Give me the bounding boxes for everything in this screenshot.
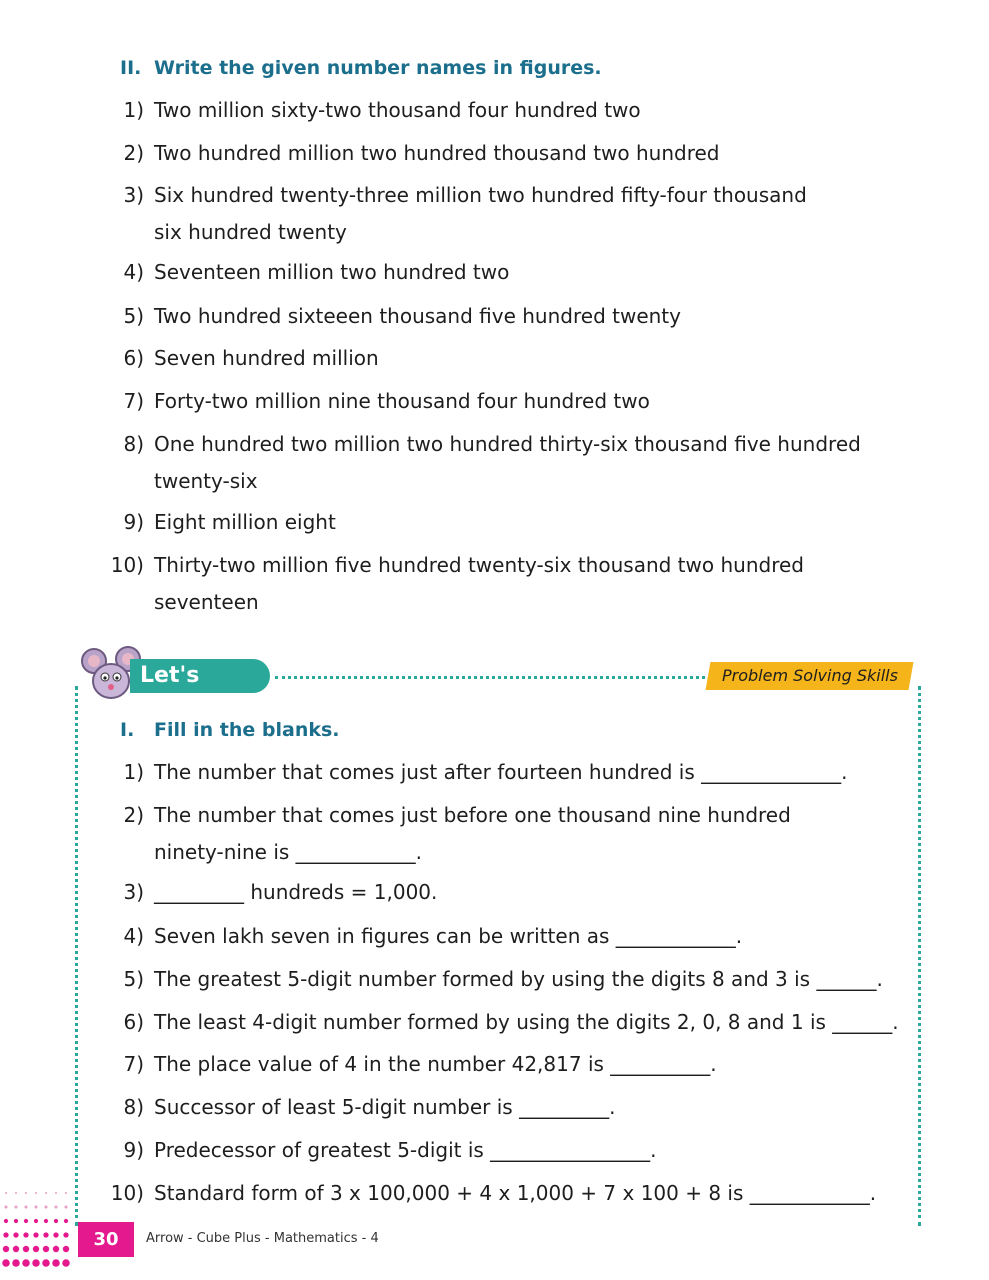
question-text: Two hundred million two hundred thousand two hundred	[154, 141, 720, 165]
decorative-dot	[3, 1232, 8, 1237]
question-text: Thirty-two million five hundred twenty-six thousand two hundred	[154, 553, 804, 577]
decorative-dot	[62, 1259, 70, 1267]
question-text: Seventeen million two hundred two	[154, 260, 510, 284]
decorative-dot	[4, 1205, 7, 1208]
question-text: Predecessor of greatest 5-digit is ________________.	[154, 1138, 657, 1162]
decorative-dot	[13, 1232, 18, 1237]
question-text: Standard form of 3 x 100,000 + 4 x 1,000 + 7 x 100 + 8 is ____________.	[154, 1181, 877, 1205]
section-i-number: I.	[120, 719, 135, 741]
decorative-dot	[14, 1205, 17, 1208]
lets-solve-title: Let's Solve	[140, 663, 208, 722]
decorative-dot	[23, 1246, 29, 1252]
question-number: 3)	[123, 183, 144, 207]
question-number: 5)	[123, 304, 144, 328]
decorative-dot	[43, 1232, 48, 1237]
problem-solving-tag-text: Problem Solving Skills	[721, 666, 898, 685]
decorative-dot	[64, 1219, 68, 1223]
question-text: _________ hundreds = 1,000.	[154, 880, 438, 904]
decorative-dot	[44, 1219, 48, 1223]
page-number: 30	[78, 1222, 134, 1257]
question-text: Two million sixty-two thousand four hundred two	[154, 98, 641, 122]
decorative-dot	[22, 1259, 30, 1267]
question-text: Two hundred sixteeen thousand five hundred twenty	[154, 304, 681, 328]
decorative-dot	[52, 1259, 60, 1267]
question-text: six hundred twenty	[154, 220, 347, 244]
decorative-dot	[4, 1219, 8, 1223]
question-text: One hundred two million two hundred thirty-six thousand five hundred	[154, 432, 861, 456]
question-number: 3)	[123, 880, 144, 904]
decorative-dot	[33, 1232, 38, 1237]
question-text: Seven lakh seven in figures can be written as ____________.	[154, 924, 743, 948]
section-ii-heading-text: Write the given number names in figures.	[154, 57, 602, 79]
decorative-dot	[3, 1246, 9, 1252]
question-number: 10)	[110, 553, 144, 577]
decorative-dot	[13, 1246, 19, 1252]
section-ii-heading	[120, 57, 602, 79]
question-number: 9)	[123, 510, 144, 534]
question-number: 8)	[123, 432, 144, 456]
question-text: Forty-two million nine thousand four hundred two	[154, 389, 650, 413]
decorative-dot	[5, 1192, 7, 1194]
decorative-dot	[14, 1219, 18, 1223]
section-i-heading-text: Fill in the blanks.	[154, 719, 340, 741]
question-text: Six hundred twenty-three million two hundred fifty-four thousand	[154, 183, 807, 207]
question-text: twenty-six	[154, 469, 258, 493]
section-i-heading	[120, 719, 340, 741]
decorative-dot	[54, 1205, 57, 1208]
question-number: 1)	[123, 760, 144, 784]
decorative-dot	[64, 1205, 67, 1208]
decorative-dot	[42, 1259, 50, 1267]
decorative-dot	[44, 1205, 47, 1208]
decorative-dot	[23, 1232, 28, 1237]
decorative-dot	[33, 1246, 39, 1252]
question-text: ninety-nine is ____________.	[154, 840, 423, 864]
question-number: 8)	[123, 1095, 144, 1119]
decorative-dot	[45, 1192, 47, 1194]
question-number: 10)	[110, 1181, 144, 1205]
question-number: 4)	[123, 260, 144, 284]
decorative-dot	[53, 1246, 59, 1252]
question-number: 5)	[123, 967, 144, 991]
question-number: 2)	[123, 141, 144, 165]
decorative-dot	[24, 1205, 27, 1208]
question-text: Successor of least 5-digit number is _________.	[154, 1095, 616, 1119]
question-number: 4)	[123, 924, 144, 948]
question-number: 6)	[123, 1010, 144, 1034]
decorative-dot	[24, 1219, 28, 1223]
question-text: seventeen	[154, 590, 259, 614]
question-text: Eight million eight	[154, 510, 336, 534]
decorative-dot	[63, 1232, 68, 1237]
decorative-dot	[32, 1259, 40, 1267]
decorative-dot	[55, 1192, 57, 1194]
decorative-dot	[2, 1259, 10, 1267]
decorative-dot	[34, 1205, 37, 1208]
decorative-dot	[15, 1192, 17, 1194]
decorative-dot	[34, 1219, 38, 1223]
question-text: The number that comes just before one thousand nine hundred	[154, 803, 791, 827]
question-number: 1)	[123, 98, 144, 122]
decorative-dot	[63, 1246, 69, 1252]
question-text: The greatest 5-digit number formed by using the digits 8 and 3 is ______.	[154, 967, 883, 991]
question-number: 7)	[123, 1052, 144, 1076]
section-ii-number: II.	[120, 57, 142, 79]
decorative-dot	[54, 1219, 58, 1223]
decorative-dot	[65, 1192, 67, 1194]
decorative-dot	[25, 1192, 27, 1194]
question-number: 2)	[123, 803, 144, 827]
decorative-dot	[53, 1232, 58, 1237]
question-number: 7)	[123, 389, 144, 413]
question-number: 9)	[123, 1138, 144, 1162]
question-text: The least 4-digit number formed by using the digits 2, 0, 8 and 1 is ______.	[154, 1010, 899, 1034]
question-text: Seven hundred million	[154, 346, 379, 370]
decorative-dot	[12, 1259, 20, 1267]
question-text: The place value of 4 in the number 42,817 is __________.	[154, 1052, 717, 1076]
footer-book-title: Arrow - Cube Plus - Mathematics - 4	[146, 1231, 379, 1246]
question-number: 6)	[123, 346, 144, 370]
decorative-dot	[43, 1246, 49, 1252]
question-text: The number that comes just after fourteen hundred is ______________.	[154, 760, 848, 784]
banner-dotted-line	[275, 676, 705, 679]
decorative-dot	[35, 1192, 37, 1194]
